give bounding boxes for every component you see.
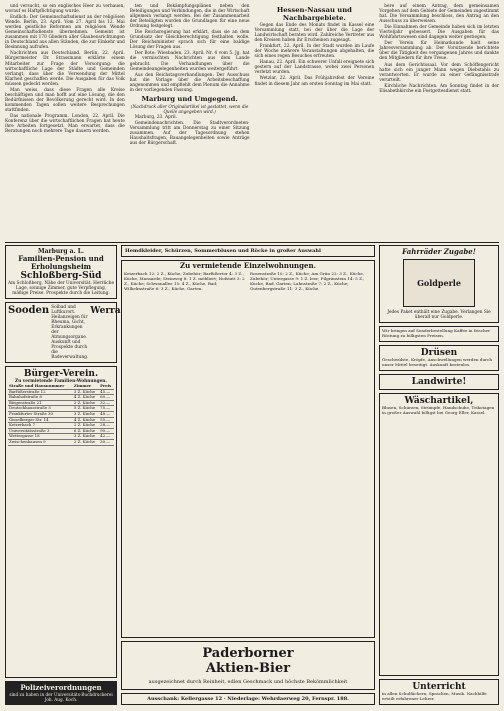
news-column-2	[130, 4, 250, 239]
table-cell: Barfüßerstraße 12	[8, 389, 73, 395]
table-cell: Ketzerbach 7	[8, 423, 73, 429]
paragraph: Man weiss, dass diese Fragen alle Kreise beschäftigen und man hofft auf eine Lösung, die den Bedürfnissen der Bevölkerung gerecht wird. In den kommenden Tagen sollen weitere Besprechungen stattfinden.	[5, 87, 125, 113]
table-cell: 48.—	[99, 411, 114, 417]
housing-table	[8, 384, 114, 446]
paragraph: Frankfurt, 22. April. In der Stadt wurden im Laufe der Woche mehrere Veranstaltungen abgehalten, die sich eines regen Besuches erfreuten.	[254, 44, 375, 60]
ad-pension-name: Schloßberg-Süd	[20, 271, 102, 281]
ad-city: Marburg a. L.	[37, 248, 85, 255]
ad-sooden-name: Sooden	[8, 305, 50, 316]
table-cell: Wettergasse 18	[8, 434, 73, 440]
paragraph: Gemeindenachrichten. Die Stadtverordneten-Versammlung tritt am Donnerstag zu einer Sitzung zusammen. Auf der Tagesordnung stehen Haushaltsfragen, Bauangelegenheiten sowie Anträge aus der Bürgerschaft.	[129, 120, 250, 147]
ad-kaffee: Wir bringen auf Sonderbestellung Kaffee in frischer Röstung zu billigsten Preisen.	[379, 326, 499, 342]
goldperle-text: Jedes Paket enthält eine Zugabe. Verlangen Sie überall nur Goldperle.	[387, 310, 491, 320]
section-subline: (Nachdruck aller Originalartikel ist gestattet, wenn die Quelle angegeben wird.)	[130, 103, 249, 114]
table-cell: Frankfurter Straße 30	[8, 411, 73, 417]
goldperle-name: Goldperle	[417, 277, 461, 288]
paragraph: Aus den Reichstagsverhandlungen: Der Ausschuss hat die Vorlage über die Arbeitsbeschaffung angenommen und empfiehlt dem Plenum die Annahme in der vorliegenden Fassung.	[129, 72, 250, 93]
ad-apartments-columns	[122, 270, 374, 294]
paragraph: Die Reichsregierung hat erklärt, dass sie an dem Grundsatz der Gleichberechtigung festhalten wolle. Der Reichsminister sprach sich für eine baldige Lösung der Fragen aus.	[129, 30, 250, 51]
ad-unterricht-text: in allen Schulfächern, Sprachen, Musik. Nachhilfe erteilt erfahrener Lehrer.	[382, 691, 487, 702]
ad-unterricht	[379, 679, 499, 705]
table-cell: Zwischenhausen 9	[8, 439, 73, 445]
beer-brand-line2: Aktien-Bier	[205, 661, 291, 676]
ad-pension-text: Am Schloßberg, Nähe der Universität. Herrliche Lage, sonnige Zimmer, gute Verpflegung, mäßige Preise. Prospekte durch die Leitung.	[8, 281, 115, 296]
news-column-4	[379, 4, 499, 239]
news-columns	[5, 4, 499, 239]
paragraph: Kirchliche Nachrichten. Am Sonntag findet in der Elisabethkirche ein Festgottesdienst statt.	[379, 83, 499, 94]
table-cell: Biegenstraße 21	[8, 400, 73, 406]
table-cell: 6 Z. Küche	[73, 428, 99, 434]
table-cell: Gisselberger Str. 14	[8, 417, 73, 423]
ad-buergerverein-title: Bürger-Verein.	[23, 369, 99, 379]
ad-goldperle	[379, 245, 499, 323]
ad-polizei	[5, 681, 117, 705]
table-header: Preis	[99, 384, 114, 389]
table-cell: 3 Z. Küche	[73, 411, 99, 417]
ad-waesche-text: Blusen, Schürzen, Strümpfe, Handschuhe, Trikotagen in großer Auswahl billigst bei Georg Eller, Kassel.	[382, 404, 495, 415]
table-cell: 90.—	[99, 428, 114, 434]
ad-waesche-title: Wäschartikel,	[404, 395, 474, 406]
paragraph: Der Verein für Heimatkunde hielt seine Jahresversammlung ab. Der Vorsitzende berichtete über die Tätigkeit des vergangenen Jahres und dankte den Mitgliedern für ihre Treue.	[379, 41, 499, 62]
paragraph: und versucht, so ein englisches Heer zu verhauen, worauf es Haftpflichtigung wurde.	[5, 4, 125, 15]
ad-clothing: Hemdkleider, Schürzen, Sommerblusen und Röcke in großer Auswahl	[121, 245, 375, 257]
table-cell: 30.—	[99, 439, 114, 445]
paragraph: Der Bote: Wiesbaden, 23. April. Nr. 4 vom 5. Jg. hat die vermischten Nachrichten aus dem Lande gebracht. Die Verhandlungen über die Gemeindeangelegenheiten wurden weitergeführt.	[129, 51, 250, 72]
ad-werra-name: Werra	[90, 306, 121, 316]
ad-pension-title: Familien-Pension und Erholungsheim	[18, 254, 104, 271]
ad-landwirte-title: Landwirte!	[411, 376, 467, 387]
ad-beer	[121, 641, 375, 690]
table-cell: 60.—	[99, 395, 114, 401]
table-cell: 28.—	[99, 423, 114, 429]
ad-druesen-text: Geschwülste, Kröpfe, Anschwellungen werden durch unser Mittel beseitigt. Auskunft kostenlos.	[382, 356, 493, 367]
ads-middle	[121, 245, 375, 705]
ad-buergerverein	[5, 366, 117, 678]
table-cell: 55.—	[99, 417, 114, 423]
news-column-3	[255, 4, 375, 239]
paragraph: Das nationale Programm. London, 22. April. Die Konferenz über die wirtschaftlichen Fragen hat heute ihre Arbeiten fortgesetzt. Man erwartet, dass die Beratungen noch mehrere Tage dauern werden.	[5, 113, 125, 135]
ad-polizei-title: Polizeiverordnungen	[20, 683, 102, 692]
ad-beer-footer: Ausschank: Kellergasse 12 · Niederlage: Wehrdaerweg 20, Fernspr. 188.	[121, 693, 375, 705]
paragraph: Wetzlar, 22. April. Das Frühjahrsfest der Vereine findet in diesem Jahr am ersten Sonntag im Mai statt.	[254, 76, 375, 87]
paragraph: Aus dem Gerichtssaal. Vor dem Schöffengericht hatte sich ein junger Mann wegen Diebstahls zu verantworten. Er wurde zu einer Gefängnisstrafe verurteilt.	[379, 62, 499, 83]
section-headline: Hessen-Nassau und Nachbargebiete.	[276, 6, 352, 22]
paragraph: Endlich: Der Gemeinschaftsdienst an der religiösen Wende. Berlin, 23. April. Vom 27. April bis 12. Mai werden geistliche Reformen am religiösen Wende Gemeinschaftsdienste übernehmen. Gemeint ist zusammen mit 170 Gliedern aller Glaubensrichtungen in Deutschland aus allen Ständen, die zur Einkehr und Besinnung aufrufen.	[5, 15, 125, 51]
ad-apartments-title: Zu vermietende Einzelwohnungen.	[179, 261, 317, 270]
table-cell: Universitätsstraße 3	[8, 428, 73, 434]
table-cell: 45.—	[99, 389, 114, 395]
table-cell: Bahnhofstraße 8	[8, 395, 73, 401]
ad-druesen-title: Drüsen	[420, 347, 458, 358]
ads-right	[379, 245, 499, 705]
paragraph: Die Einnahmen der Gemeinde haben sich im letzten Vierteljahr gebessert. Die Ausgaben für das Wohlfahrtswesen sind dagegen weiter gestiegen.	[379, 25, 499, 41]
paragraph: Gegen das Ende des Monats findet in Kassel eine Versammlung statt, bei der über die Lage der Landwirtschaft beraten wird. Zahlreiche Vertreter aus den Kreisen haben ihr Erscheinen zugesagt.	[254, 23, 375, 44]
table-cell: 75.—	[99, 406, 114, 412]
ad-apartments	[121, 260, 375, 638]
table-header: Straße und Hausnummer	[8, 384, 73, 389]
paragraph: Marburg, 23. April.	[134, 114, 178, 120]
goldperle-package-icon	[403, 259, 475, 307]
ads-left	[5, 245, 121, 705]
ad-landwirte	[379, 374, 499, 390]
table-cell: 4 Z. Küche	[73, 417, 99, 423]
ad-buergerverein-sub: Zu vermietende Familien-Wohnungen.	[15, 379, 107, 384]
table-cell: 42.—	[99, 434, 114, 440]
ad-druesen	[379, 345, 499, 371]
table-cell: 32.—	[99, 400, 114, 406]
table-cell: 3 Z. Küche	[73, 389, 99, 395]
table-cell: Deutschhausstraße 5	[8, 406, 73, 412]
advertisement-section	[5, 245, 499, 705]
table-cell: 2 Z. Küche	[73, 423, 99, 429]
beer-brand-line1: Paderborner	[202, 646, 294, 661]
table-cell: 2 Z. Küche	[73, 400, 99, 406]
table-cell: 2 Z. Küche	[73, 439, 99, 445]
paragraph: Hanau, 22. April. Ein schwerer Unfall ereignete sich gestern auf der Landstrasse, wobei zwei Personen verletzt wurden.	[254, 60, 375, 76]
ad-waesche	[379, 393, 499, 677]
table-cell: 3 Z. Küche	[73, 434, 99, 440]
goldperle-top: Fahrräder Zugabe!	[402, 247, 476, 256]
beer-slogan: ausgezeichnet durch Reinheit, edlen Geschmack und höchste Bekömmlichkeit	[148, 679, 348, 685]
ad-sooden-text: Solbad und Luftkurort. Heilanzeigen für Rheuma, Gicht, Erkrankungen der Atmungsorgane. Auskunft und Prospekte durch die Badeverwaltung.	[51, 305, 89, 360]
paragraph: bere auf einem Antrag, dem gemeinsamen Vorgehen auf dem Gebiete der Gemeinden zugestimmt hat. Die Versammlung beschloss, den Antrag an den Ausschuss zu überweisen.	[379, 4, 500, 25]
table-header: Zimmer	[73, 384, 99, 389]
ad-unterricht-title: Unterricht	[412, 682, 466, 693]
ad-polizei-sub: sind zu haben in der Universitäts-Buchdruckerei Joh. Aug. Koch.	[9, 692, 113, 702]
ad-pension	[5, 245, 117, 299]
table-cell: 4 Z. Küche	[73, 395, 99, 401]
news-column-1	[5, 4, 125, 239]
apartments-list-1: Ketzerbach 12: 2 Z., Küche, Zubehör; Barfüßertor 4: 3 Z., Küche, Mansarde; Steinweg 8: 1 Z. möbliert; Hofstatt 3: 2 Z., Küche; Schwanallee 15: 4 Z., Küche, Bad; Wilhelmstraße 6: 3 Z., Küche, Garten.	[124, 271, 245, 291]
ad-sooden	[5, 302, 121, 363]
section-headline: Marburg und Umgegend.	[141, 94, 238, 103]
divider	[5, 242, 499, 243]
table-cell: 5 Z. Küche	[73, 406, 99, 412]
paragraph: Nachrichten aus Deutschland. Berlin, 22. April. Bürgermeister Dr. Strassmann erklärte einem Mitarbeiter zur Frage der Versorgung: die wirtschaftliche Lage der Städte und Gemeinden verlangt, dass über die Verwendung der Mittel Klarheit geschaffen werde. Die Ausgaben für das Volk müssen gedeckt werden.	[5, 51, 125, 87]
paragraph: ten und Bekämpfungsplänen neben den Beteiligungen und Verbindungen, die in der Wirtschaft allgemein verlangt werden. Bei der Zusammenarbeit der Beteiligten wurden die Grundlagen für eine neue Ordnung festgelegt.	[129, 4, 250, 30]
table-row	[8, 439, 114, 445]
apartments-list-2: Rosenstraße 10: 2 Z., Küche; Am Grün 22: 3 Z., Küche, Zubehör; Untergasse 9: 1 Z. leer; Pilgrimstein 14: 5 Z., Küche, Bad, Garten; Lahnstraße 7: 2 Z., Küche; Gutenbergstraße 11: 3 Z., Küche.	[250, 271, 365, 291]
